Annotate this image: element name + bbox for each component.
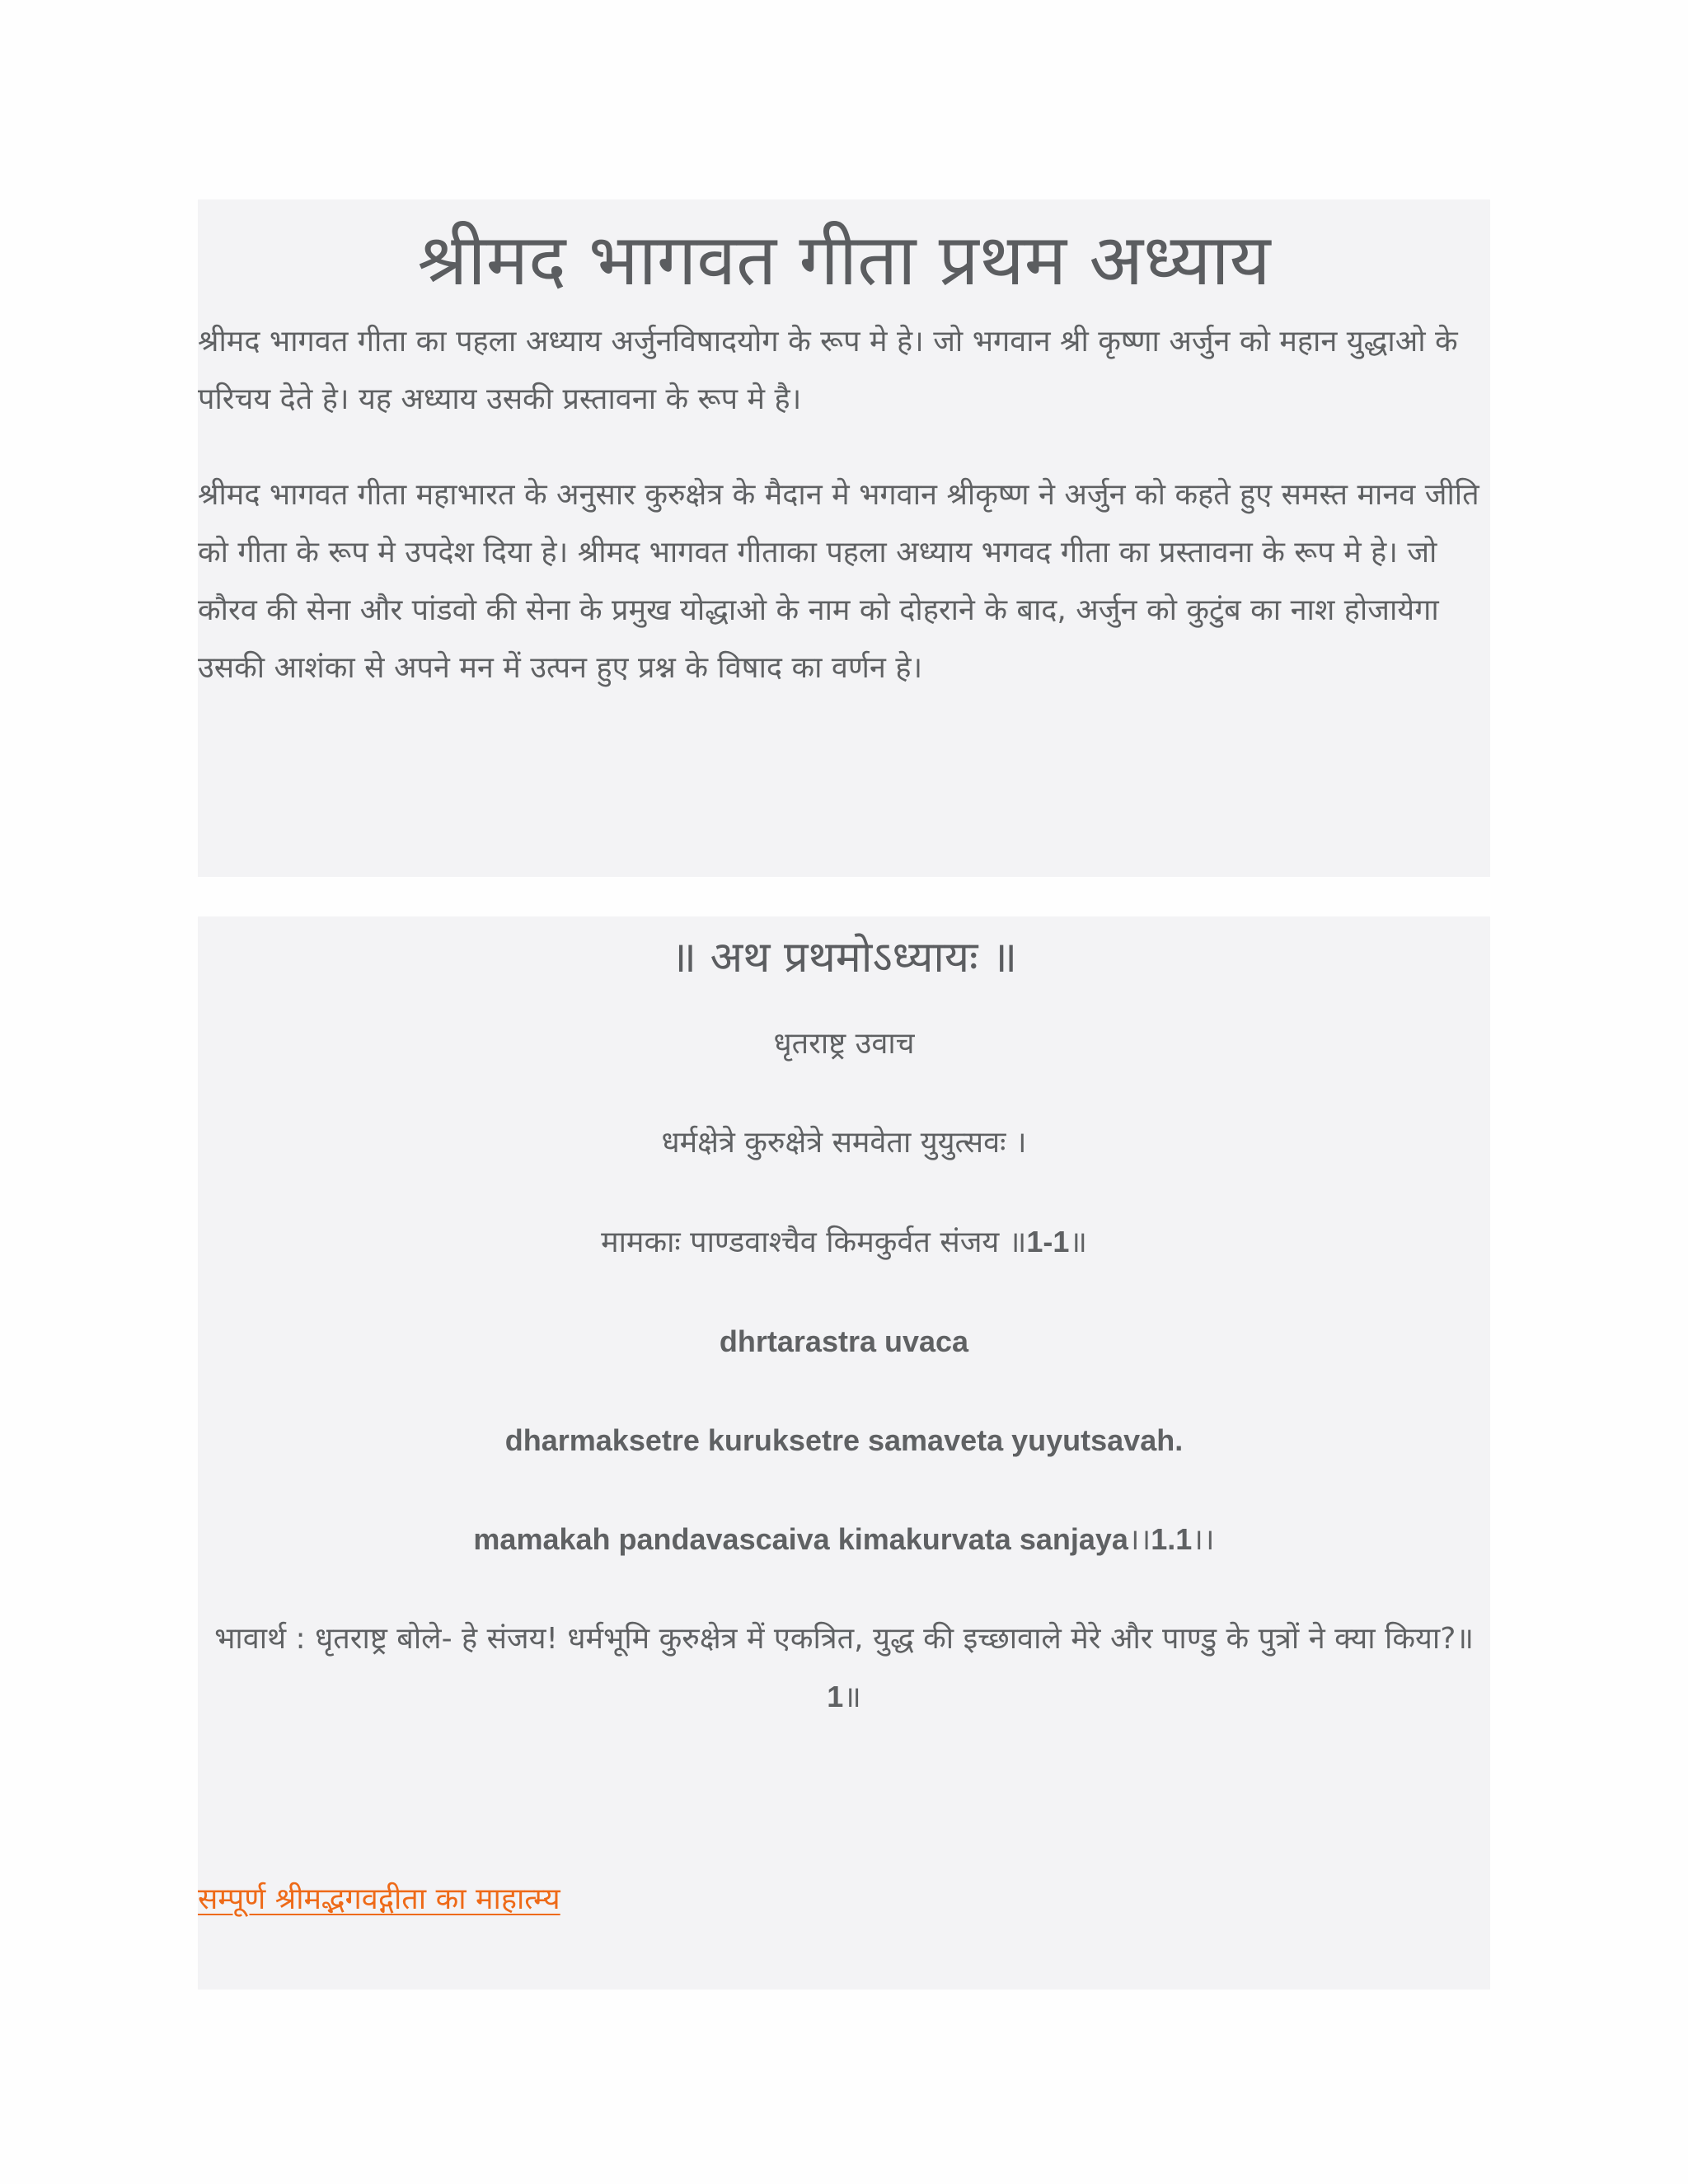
verse-number: 1-1: [1026, 1225, 1070, 1258]
page-title: श्रीमद भागवत गीता प्रथम अध्याय: [417, 219, 1271, 302]
translit-line-2: [198, 1511, 1490, 1569]
verse-line-1: धर्मक्षेत्रे कुरुक्षेत्रे समवेता युयुत्सवः ।: [661, 1126, 1027, 1160]
translit-line-2-open: ।।: [1128, 1523, 1151, 1557]
intro-paragraph-1: श्रीमद भागवत गीता का पहला अध्याय अर्जुनविषादयोग के रूप मे हे। जो भगवान श्री कृष्णा अर्जुन को महान युद्धाओ के परिचय देते हे। यह अध्याय उसकी प्रस्तावना के रूप मे है।: [198, 325, 1458, 416]
verse-speaker: धृतराष्ट्र उवाच: [773, 1027, 915, 1061]
intro-panel: [198, 199, 1490, 877]
meaning-text: धृतराष्ट्र बोले- हे संजय! धर्मभूमि कुरुक्षेत्र में एकत्रित, युद्ध की इच्छावाले मेरे और पाण्डु के पुत्रों ने क्या किया?: [315, 1622, 1456, 1656]
translit-line-2-close: ।।: [1192, 1523, 1215, 1557]
translit-speaker: dhrtarastra uvaca: [719, 1324, 969, 1358]
verse-meaning: [198, 1610, 1490, 1727]
meaning-number: 1: [827, 1680, 844, 1713]
chapter-heading: ॥ अथ प्रथमोऽध्यायः ॥: [670, 933, 1018, 982]
verse-line-2: [198, 1213, 1490, 1272]
translit-line-2-text: mamakah pandavascaiva kimakurvata sanjaya: [473, 1522, 1128, 1556]
meaning-end-open: ॥: [1456, 1622, 1474, 1656]
meaning-label: भावार्थ :: [214, 1622, 306, 1656]
translit-line-1: dharmaksetre kuruksetre samaveta yuyutsavah.: [504, 1423, 1184, 1457]
verse-line-2-text: मामकाः पाण्डवाश्चैव किमकुर्वत संजय ॥: [601, 1226, 1027, 1259]
meaning-end-close: ॥: [843, 1680, 861, 1714]
verse-line-2-end: ॥: [1069, 1226, 1087, 1259]
translit-verse-number: 1.1: [1151, 1522, 1193, 1556]
mahatmya-link[interactable]: सम्पूर्ण श्रीमद्भगवद्गीता का माहात्म्य: [198, 1882, 560, 1916]
verse-panel: [198, 916, 1490, 1990]
intro-paragraph-2: श्रीमद भागवत गीता महाभारत के अनुसार कुरुक्षेत्र के मैदान मे भगवान श्रीकृष्ण ने अर्जुन को कहते हुए समस्त मानव जीति को गीता के रूप मे उपदेश दिया हे। श्रीमद भागवत गीताका पहला अध्याय भगवद गीता का प्रस्तावना के रूप मे हे। जो कौरव की सेना और पांडवो की सेना के प्रमुख योद्धाओ के नाम को दोहराने के बाद, अर्जुन को कुटुंब का नाश होजायेगा उसकी आशंका से अपने मन में उत्पन हुए प्रश्न के विषाद का वर्णन हे।: [198, 478, 1479, 685]
